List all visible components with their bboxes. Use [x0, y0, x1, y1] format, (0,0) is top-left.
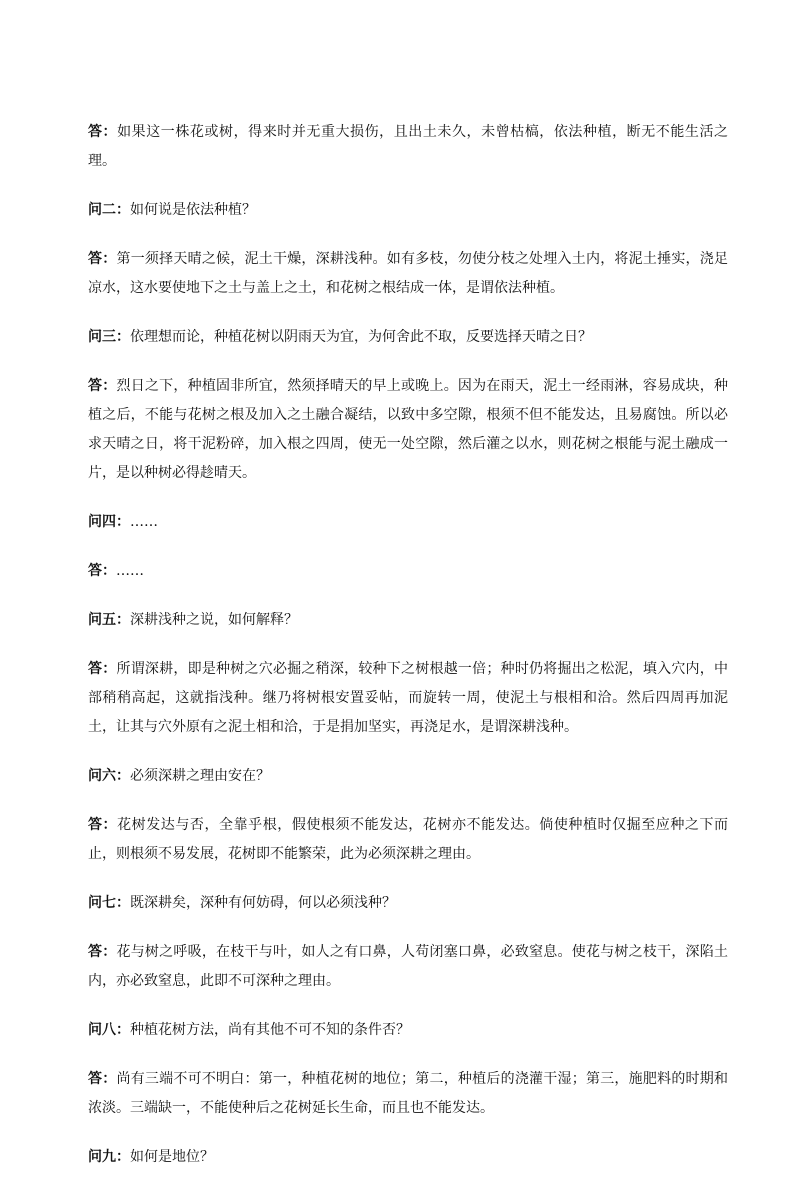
question-text: 如何是地位？ [130, 1149, 214, 1165]
answer-text: 花与树之呼吸，在枝干与叶，如人之有口鼻，人苟闭塞口鼻，必致窒息。使花与树之枝干，深陷土内，亦必致窒息，此即不可深种之理由。 [88, 944, 729, 989]
answer-paragraph [88, 557, 728, 586]
answer-paragraph [88, 372, 728, 488]
question-text: 如何说是依法种植？ [130, 202, 256, 218]
answer-text: 尚有三端不可不明白：第一，种植花树的地位；第二，种植后的浇灌干湿；第三，施肥料的时期和浓淡。三端缺一，不能使种后之花树延长生命，而且也不能发达。 [88, 1071, 729, 1116]
answer-label: 答： [88, 563, 116, 579]
answer-text: …… [116, 563, 144, 579]
question-paragraph [88, 1143, 728, 1172]
question-text: 种植花树方法，尚有其他不可不知的条件否？ [130, 1022, 410, 1038]
answer-paragraph [88, 811, 728, 869]
document-body [88, 118, 728, 1192]
answer-label: 答： [88, 1071, 117, 1087]
question-label: 问三： [88, 329, 130, 345]
question-paragraph [88, 762, 728, 791]
question-text: 必须深耕之理由安在？ [130, 768, 270, 784]
question-label: 问六： [88, 768, 130, 784]
question-label: 问九： [88, 1149, 130, 1165]
question-paragraph [88, 1016, 728, 1045]
answer-text: 第一须择天晴之候，泥土干燥，深耕浅种。如有多枝，勿使分枝之处埋入土内，将泥土捶实，浇足凉水，这水要使地下之土与盖上之土，和花树之根结成一体，是谓依法种植。 [88, 251, 729, 296]
answer-label: 答： [88, 124, 118, 140]
answer-label: 答： [88, 817, 118, 833]
question-text: 既深耕矣，深种有何妨碍，何以必须浅种？ [130, 895, 396, 911]
answer-text: 花树发达与否，全靠乎根，假使根须不能发达，花树亦不能发达。倘使种植时仅掘至应种之下而止，则根须不易发展，花树即不能繁荣，此为必须深耕之理由。 [88, 817, 729, 862]
answer-text: 所谓深耕，即是种树之穴必掘之稍深，较种下之树根越一倍；种时仍将掘出之松泥，填入穴内，中部稍稍高起，这就指浅种。继乃将树根安置妥帖，而旋转一周，使泥土与根相和洽。然后四周再加泥土，让其与穴外原有之泥土相和洽，于是捐加坚实，再浇足水，是谓深耕浅种。 [88, 661, 729, 735]
answer-paragraph [88, 1065, 728, 1123]
answer-text: 烈日之下，种植固非所宜，然须择晴天的早上或晚上。因为在雨天，泥土一经雨淋，容易成块，种植之后，不能与花树之根及加入之土融合凝结，以致中多空隙，根须不但不能发达，且易腐蚀。所以必求天晴之日，将干泥粉碎，加入根之四周，使无一处空隙，然后灌之以水，则花树之根能与泥土融成一片，是以种树必得趁晴天。 [88, 378, 729, 481]
question-label: 问四： [88, 514, 130, 530]
answer-label: 答： [88, 251, 117, 267]
answer-paragraph [88, 655, 728, 742]
question-label: 问二： [88, 202, 130, 218]
answer-label: 答： [88, 378, 117, 394]
question-paragraph [88, 323, 728, 352]
question-text: …… [130, 514, 158, 530]
question-text: 依理想而论，种植花树以阴雨天为宜，为何舍此不取，反要选择天晴之日？ [130, 329, 592, 345]
answer-paragraph [88, 938, 728, 996]
answer-paragraph [88, 118, 728, 176]
question-label: 问五： [88, 612, 130, 628]
answer-label: 答： [88, 944, 117, 960]
question-paragraph [88, 606, 728, 635]
question-paragraph [88, 508, 728, 537]
question-paragraph [88, 889, 728, 918]
answer-text: 如果这一株花或树，得来时并无重大损伤，且出土未久，未曾枯槁，依法种植，断无不能生活之理。 [88, 124, 729, 169]
question-label: 问八： [88, 1022, 130, 1038]
question-paragraph [88, 196, 728, 225]
question-text: 深耕浅种之说，如何解释？ [130, 612, 298, 628]
answer-label: 答： [88, 661, 117, 677]
answer-paragraph [88, 245, 728, 303]
question-label: 问七： [88, 895, 130, 911]
